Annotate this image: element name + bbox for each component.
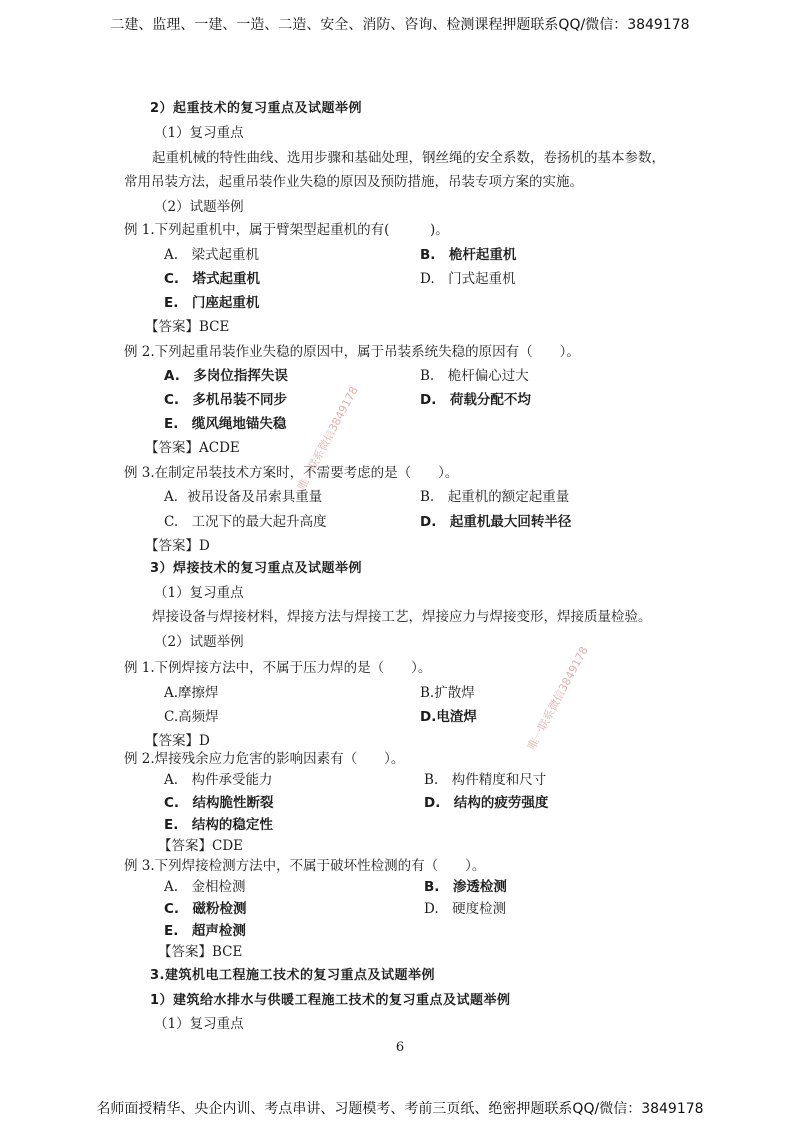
answer: 【答案】D	[145, 538, 210, 554]
review-text-line: 起重机械的特性曲线、选用步骤和基础处理，钢丝绳的安全系数，卷扬机的基本参数，	[152, 150, 665, 166]
option: B. 起重机的额定起重量	[420, 489, 570, 505]
review-text-line: 焊接设备与焊接材料，焊接方法与焊接工艺，焊接应力与焊接变形，焊接质量检验。	[152, 609, 652, 625]
question: 例 1.下例焊接方法中，不属于压力焊的是（ ）。	[124, 660, 432, 676]
review-text-line: 常用吊装方法，起重吊装作业失稳的原因及预防措施，吊装专项方案的实施。	[124, 174, 583, 190]
option-correct: D.电渣焊	[420, 709, 477, 725]
question: 例 3.下列焊接检测方法中，不属于破坏性检测的有（ ）。	[124, 858, 486, 874]
answer: 【答案】BCE	[145, 319, 230, 335]
option-correct: A. 多岗位指挥失误	[164, 368, 288, 384]
section-title-building: 3.建筑机电工程施工技术的复习重点及试题举例	[150, 968, 435, 983]
watermark: 唯一联系微信3849178	[525, 644, 591, 753]
footer-banner: 名师面授精华、央企内训、考点串讲、习题模考、考前三页纸、绝密押题联系QQ/微信：3849178	[96, 1101, 704, 1117]
option-correct: D. 结构的疲劳强度	[424, 795, 549, 811]
question: 例 2.焊接残余应力危害的影响因素有（ ）。	[124, 751, 405, 767]
answer: 【答案】BCE	[158, 944, 243, 960]
page-number: 6	[395, 1040, 405, 1055]
section-title-welding: 3）焊接技术的复习重点及试题举例	[150, 561, 363, 576]
answer: 【答案】ACDE	[145, 440, 240, 456]
option: B. 桅杆偏心过大	[420, 368, 529, 384]
option-correct: E. 缆风绳地锚失稳	[164, 416, 287, 432]
option-correct: C. 磁粉检测	[164, 901, 247, 917]
examples-label: （2）试题举例	[154, 199, 244, 215]
option: A.摩擦焊	[164, 685, 219, 701]
option-correct: E. 超声检测	[164, 923, 246, 939]
option-correct: D. 起重机最大回转半径	[420, 514, 572, 530]
option: C.高频焊	[164, 709, 219, 725]
examples-label: （2）试题举例	[154, 634, 244, 650]
option: B. 构件精度和尺寸	[424, 772, 547, 788]
option-correct: C. 多机吊装不同步	[164, 392, 288, 408]
option-correct: C. 塔式起重机	[164, 271, 261, 287]
question: 例 2.下列起重吊装作业失稳的原因中，属于吊装系统失稳的原因有（ ）。	[124, 344, 580, 360]
option-correct: B. 桅杆起重机	[420, 247, 517, 263]
option-correct: E. 门座起重机	[164, 295, 260, 311]
header-banner: 二建、监理、一建、一造、二造、安全、消防、咨询、检测课程押题联系QQ/微信：3849178	[110, 17, 690, 33]
option: A. 构件承受能力	[164, 772, 273, 788]
option-correct: E. 结构的稳定性	[164, 817, 273, 833]
option-correct: D. 荷载分配不均	[420, 392, 531, 408]
answer: 【答案】CDE	[158, 838, 244, 854]
review-label: （1）复习重点	[154, 585, 244, 601]
option: D. 门式起重机	[420, 271, 516, 287]
subsection-title: 1）建筑给水排水与供暖工程施工技术的复习重点及试题举例	[150, 993, 511, 1008]
option: C. 工况下的最大起升高度	[164, 514, 327, 530]
answer: 【答案】D	[145, 733, 210, 749]
question: 例 1.下列起重机中，属于臂架型起重机的有( )。	[124, 222, 449, 238]
option: A. 金相检测	[164, 879, 246, 895]
option: A. 梁式起重机	[164, 247, 260, 263]
review-label: （1）复习重点	[154, 1016, 244, 1032]
section-title-lifting: 2）起重技术的复习重点及试题举例	[150, 101, 363, 116]
option: B.扩散焊	[420, 685, 475, 701]
review-label: （1）复习重点	[154, 125, 244, 141]
option-correct: B. 渗透检测	[424, 879, 507, 895]
option: A．被吊设备及吊索具重量	[164, 489, 323, 505]
question: 例 3.在制定吊装技术方案时，不需要考虑的是（ ）。	[124, 465, 459, 481]
watermark: 唯一联系微信3849178	[295, 384, 361, 493]
option: D. 硬度检测	[424, 901, 507, 917]
option-correct: C. 结构脆性断裂	[164, 795, 274, 811]
